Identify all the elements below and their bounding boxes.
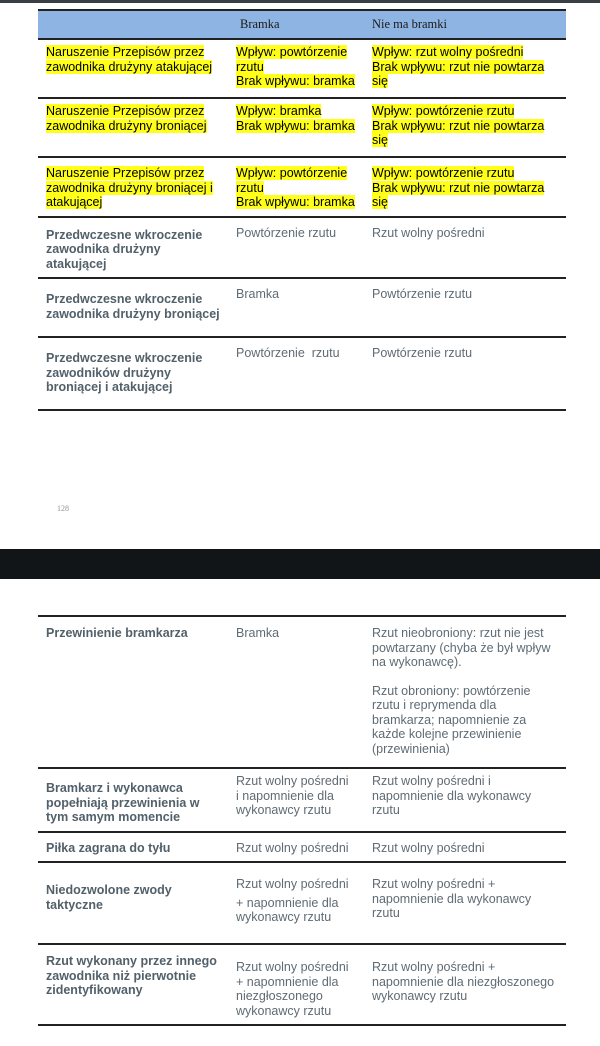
goal-outcome-line: Wpływ: bramka bbox=[236, 104, 322, 118]
row-label: Piłka zagrana do tyłu bbox=[46, 840, 171, 855]
row-label-line: zawodnika drużyny broniącej i bbox=[46, 180, 213, 195]
table-row bbox=[38, 944, 566, 1025]
no-goal-outcome: Rzut wolny pośredni + napomnienie dla wykonawcy rzutu bbox=[372, 877, 532, 920]
header-empty bbox=[38, 10, 228, 39]
row-label: Przedwczesne wkroczenie zawodników drużyny broniącej i atakującej bbox=[46, 351, 203, 394]
no-goal-outcome: Powtórzenie rzutu bbox=[372, 287, 473, 301]
goal-outcome-line: rzutu bbox=[236, 59, 264, 74]
no-goal-outcome: Powtórzenie rzutu bbox=[372, 346, 473, 360]
row-label: Niedozwolone zwody taktyczne bbox=[46, 883, 172, 912]
goal-outcome: Rzut wolny pośredni bbox=[236, 840, 349, 855]
document-page-128 bbox=[0, 3, 600, 549]
goal-outcome-line: + napomnienie dla wykonawcy rzutu bbox=[236, 895, 339, 924]
header-no-goal: Nie ma bramki bbox=[364, 10, 566, 39]
table-row bbox=[38, 616, 566, 768]
no-goal-outcome-line: się bbox=[372, 74, 388, 88]
penalty-infringements-table bbox=[38, 9, 566, 411]
no-goal-outcome: Rzut wolny pośredni bbox=[372, 225, 485, 240]
goal-outcome: Rzut wolny pośredni + napomnienie dla niezgłoszonego wykonawcy rzutu bbox=[236, 960, 349, 1018]
row-label-line: atakującej bbox=[46, 195, 103, 209]
row-label: Przedwczesne wkroczenie zawodnika drużyny atakującej bbox=[46, 227, 203, 271]
no-goal-outcome: Rzut wolny pośredni bbox=[372, 840, 485, 855]
goal-outcome: Bramka bbox=[236, 626, 280, 640]
no-goal-outcome-line: Wpływ: rzut wolny pośredni bbox=[372, 45, 524, 59]
document-page-129 bbox=[0, 579, 600, 1046]
row-label-line: Naruszenie Przepisów przez bbox=[46, 104, 205, 118]
no-goal-outcome-line: Brak wpływu: rzut nie powtarza bbox=[372, 118, 545, 133]
table-row bbox=[38, 862, 566, 944]
row-label-line: Naruszenie Przepisów przez bbox=[46, 45, 205, 59]
table-row bbox=[38, 832, 566, 863]
row-label-line: Naruszenie Przepisów przez bbox=[46, 166, 205, 180]
goal-outcome-line: Rzut wolny pośredni bbox=[236, 877, 349, 891]
no-goal-outcome-line: Wpływ: powtórzenie rzutu bbox=[372, 166, 515, 180]
no-goal-outcome: Rzut wolny pośredni + napomnienie dla niezgłoszonego wykonawcy rzutu bbox=[372, 960, 555, 1003]
no-goal-outcome-unsaved: Rzut nieobroniony: rzut nie jest powtarzany (chyba że był wpływ na wykonawcę). bbox=[372, 626, 551, 669]
no-goal-outcome: Rzut wolny pośredni i napomnienie dla wykonawcy rzutu bbox=[372, 774, 532, 817]
table-row bbox=[38, 278, 566, 337]
table-row bbox=[38, 39, 566, 98]
row-label: Bramkarz i wykonawca popełniają przewinienia w tym samym momencie bbox=[46, 781, 200, 824]
table-header-row bbox=[38, 10, 566, 39]
goal-outcome: Rzut wolny pośredni i napomnienie dla wykonawcy rzutu bbox=[236, 774, 349, 817]
goal-outcome: Powtórzenie rzutu bbox=[236, 225, 337, 240]
no-goal-outcome-line: się bbox=[372, 133, 388, 147]
table-row bbox=[38, 157, 566, 217]
goal-outcome-line: Brak wpływu: bramka bbox=[236, 195, 355, 209]
no-goal-outcome-line: Brak wpływu: rzut nie powtarza bbox=[372, 180, 545, 195]
row-label: Rzut wykonany przez innego zawodnika niż pierwotnie zidentyfikowany bbox=[46, 954, 217, 997]
penalty-infringements-table-continued bbox=[38, 615, 566, 1026]
table-row bbox=[38, 337, 566, 410]
goal-outcome-line: Brak wpływu: bramka bbox=[236, 118, 355, 133]
table-row bbox=[38, 98, 566, 157]
table-row bbox=[38, 768, 566, 832]
no-goal-outcome-line: Brak wpływu: rzut nie powtarza bbox=[372, 59, 545, 74]
row-label-line: zawodnika drużyny atakującej bbox=[46, 59, 213, 74]
goal-outcome-line: Wpływ: powtórzenie bbox=[236, 45, 348, 59]
page-separator bbox=[0, 549, 600, 579]
no-goal-outcome-line: Wpływ: powtórzenie rzutu bbox=[372, 104, 515, 118]
row-label: Przedwczesne wkroczenie zawodnika drużyny broniącej bbox=[46, 292, 220, 321]
goal-outcome-line: Wpływ: powtórzenie bbox=[236, 166, 348, 180]
page-number: 128 bbox=[57, 504, 69, 513]
goal-outcome-line: Brak wpływu: bramka bbox=[236, 74, 355, 88]
goal-outcome-line: rzutu bbox=[236, 180, 264, 195]
row-label-line: zawodnika drużyny broniącej bbox=[46, 118, 207, 133]
no-goal-outcome-line: się bbox=[372, 195, 388, 209]
row-label: Przewinienie bramkarza bbox=[46, 626, 188, 640]
goal-outcome: Bramka bbox=[236, 287, 280, 301]
no-goal-outcome-saved: Rzut obroniony: powtórzenie rzutu i reprymenda dla bramkarza; napomnienie za każde kolejne przewinienie (przewinienia) bbox=[372, 683, 531, 756]
table-row bbox=[38, 217, 566, 279]
goal-outcome: Powtórzenie rzutu bbox=[236, 346, 340, 360]
header-goal: Bramka bbox=[228, 10, 364, 39]
